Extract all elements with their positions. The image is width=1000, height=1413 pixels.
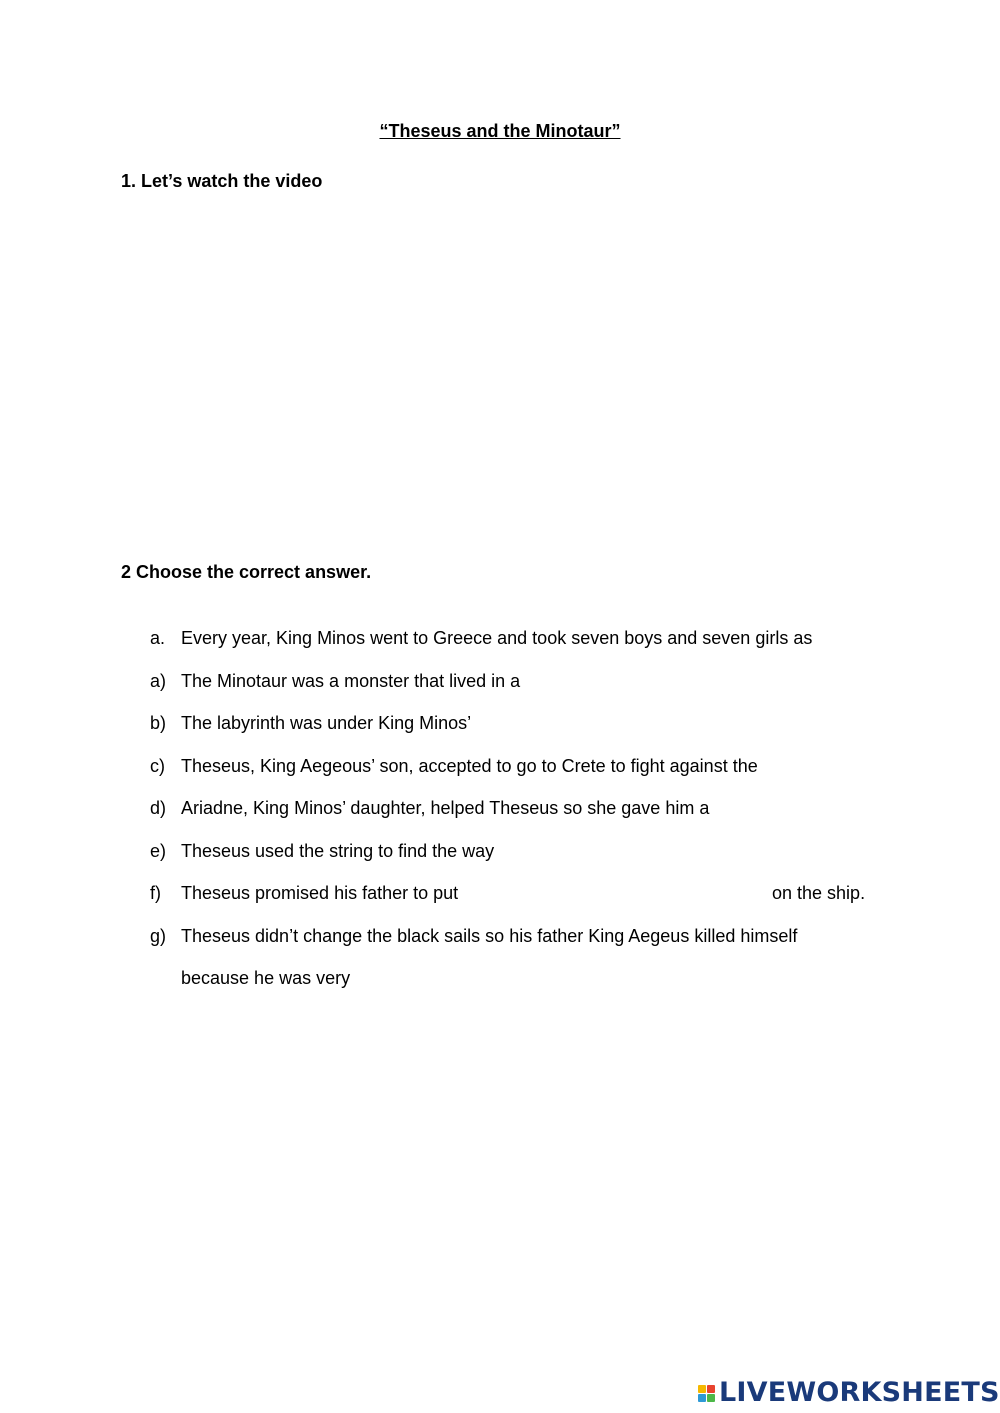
question-marker: a.: [150, 628, 166, 648]
section-2-heading: 2 Choose the correct answer.: [121, 562, 372, 582]
logo-block: [707, 1394, 715, 1402]
question-text: Theseus promised his father to put: [181, 883, 459, 903]
question-marker: d): [150, 798, 167, 818]
worksheet-title: “Theseus and the Minotaur”: [379, 121, 621, 141]
liveworksheets-logo: [698, 1378, 1000, 1408]
logo-block: [707, 1385, 715, 1393]
question-marker: a): [150, 671, 167, 691]
question-marker: g): [150, 926, 167, 946]
question-text: Theseus used the string to find the way: [181, 841, 495, 861]
logo-blocks-icon: [698, 1385, 715, 1402]
question-text-after-blank: on the ship.: [772, 883, 866, 903]
question-text: Ariadne, King Minos’ daughter, helped Theseus so she gave him a: [181, 798, 710, 818]
question-text-continuation: because he was very: [181, 968, 351, 988]
logo-block: [698, 1394, 706, 1402]
question-marker: f): [150, 883, 161, 903]
logo-text: LIVEWORKSHEETS: [719, 1377, 1000, 1408]
question-text: The labyrinth was under King Minos’: [181, 713, 472, 733]
question-marker: b): [150, 713, 167, 733]
question-text: Theseus, King Aegeous’ son, accepted to go to Crete to fight against the: [181, 756, 758, 776]
question-text: The Minotaur was a monster that lived in a: [181, 671, 521, 691]
section-1-heading: 1. Let’s watch the video: [121, 171, 323, 191]
question-marker: c): [150, 756, 165, 776]
question-text: Theseus didn’t change the black sails so his father King Aegeus killed himself: [181, 926, 798, 946]
question-text: Every year, King Minos went to Greece and took seven boys and seven girls as: [181, 628, 813, 648]
video-placeholder[interactable]: [121, 205, 881, 535]
logo-block: [698, 1385, 706, 1393]
question-marker: e): [150, 841, 167, 861]
